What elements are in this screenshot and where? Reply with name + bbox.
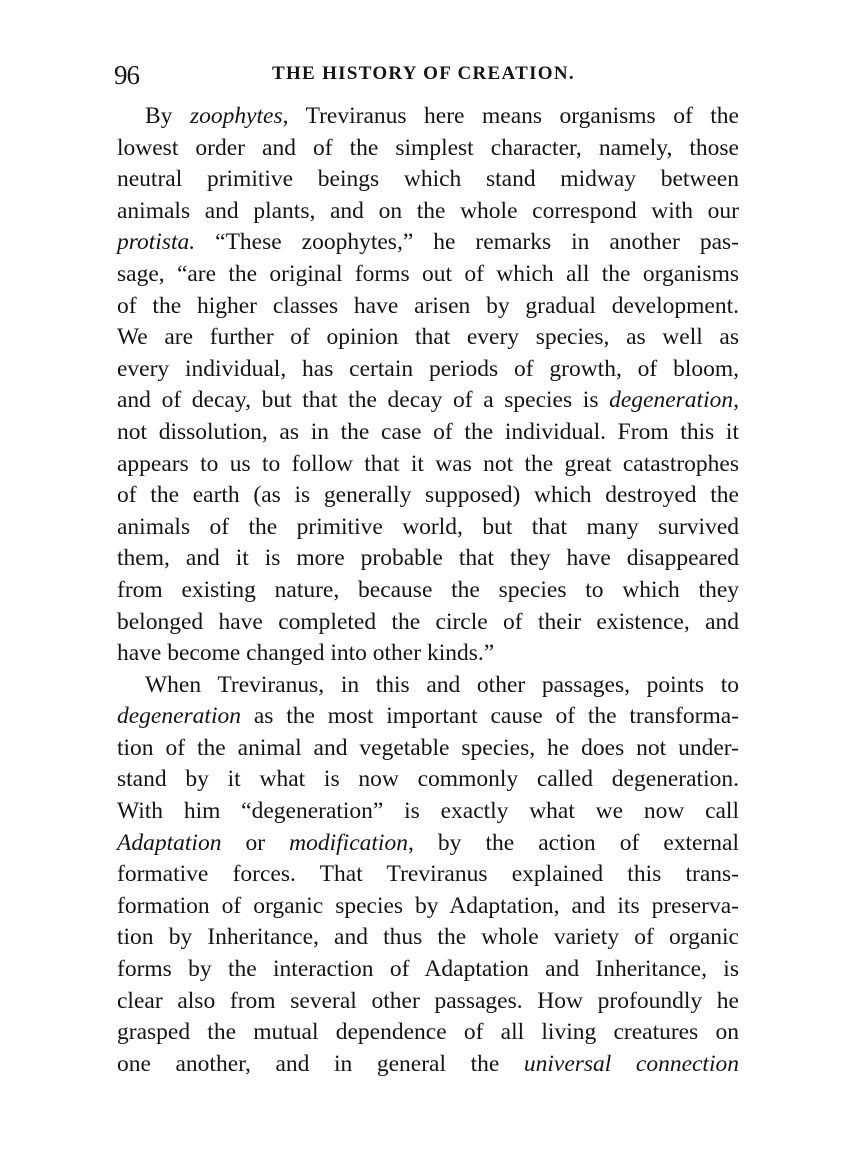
text-run: forms by the interaction of Adaptation and Inheritance, is bbox=[117, 956, 739, 983]
text-run: tion of the animal and vegetable species, he does not under- bbox=[117, 734, 739, 761]
text-line bbox=[117, 227, 739, 259]
text-line bbox=[117, 701, 739, 733]
text-line bbox=[117, 922, 739, 954]
text-line bbox=[117, 986, 739, 1018]
text-line bbox=[117, 764, 739, 796]
text-line bbox=[117, 196, 739, 228]
text-line bbox=[117, 101, 739, 133]
text-line bbox=[117, 607, 739, 639]
text-line bbox=[117, 322, 739, 354]
text-run: By bbox=[145, 103, 190, 129]
text-line bbox=[117, 259, 739, 291]
text-run: tion by Inheritance, and thus the whole variety of organic bbox=[117, 924, 739, 951]
text-run: not dissolution, as in the case of the individual. From this it bbox=[117, 418, 739, 445]
italic-text: zoophytes, bbox=[189, 103, 289, 129]
italic-text: Adaptation bbox=[117, 829, 222, 856]
text-line bbox=[117, 670, 739, 702]
text-run: formative forces. That Treviranus explained this trans- bbox=[117, 861, 739, 888]
text-line bbox=[117, 385, 739, 417]
text-run: or bbox=[221, 829, 290, 856]
text-run: When Treviranus, in this and other passages, points to bbox=[145, 671, 739, 698]
italic-text: protista. bbox=[117, 229, 196, 256]
running-title: THE HISTORY OF CREATION. bbox=[272, 63, 575, 84]
text-run: appears to us to follow that it was not the great catastrophes bbox=[117, 450, 739, 477]
italic-text: degeneration, bbox=[609, 387, 739, 414]
text-line bbox=[117, 828, 739, 860]
paragraph bbox=[117, 670, 739, 1081]
book-page bbox=[114, 52, 739, 1080]
text-run: We are further of opinion that every species, as well as bbox=[117, 324, 739, 351]
text-line bbox=[117, 512, 739, 544]
text-line bbox=[117, 133, 739, 165]
text-line bbox=[117, 575, 739, 607]
text-line bbox=[117, 543, 739, 575]
text-run: have become changed into other kinds.” bbox=[117, 640, 495, 667]
text-run: animals and plants, and on the whole correspond with our bbox=[117, 197, 739, 224]
page-number: 96 bbox=[114, 60, 139, 90]
text-run: of the higher classes have arisen by gradual development. bbox=[117, 292, 739, 319]
text-line bbox=[117, 954, 739, 986]
body-text bbox=[117, 101, 739, 1080]
text-run: as the most important cause of the transforma- bbox=[241, 703, 739, 730]
text-run: every individual, has certain periods of growth, of bloom, bbox=[117, 355, 739, 382]
italic-text: universal connection bbox=[523, 1050, 739, 1077]
text-run: of the earth (as is generally supposed) which destroyed the bbox=[117, 482, 739, 509]
text-run: clear also from several other passages. How profoundly he bbox=[117, 987, 739, 1014]
paragraph bbox=[117, 101, 739, 670]
text-run: animals of the primitive world, but that many survived bbox=[117, 513, 739, 540]
text-run: With him “degeneration” is exactly what we now call bbox=[117, 798, 739, 825]
text-run: lowest order and of the simplest character, namely, those bbox=[117, 134, 739, 161]
text-line bbox=[117, 449, 739, 481]
text-line bbox=[117, 164, 739, 196]
text-line bbox=[117, 1049, 739, 1081]
text-run: Treviranus here means organisms of the bbox=[288, 103, 739, 129]
text-run: them, and it is more probable that they have disappeared bbox=[117, 545, 739, 572]
text-line bbox=[117, 859, 739, 891]
italic-text: degeneration bbox=[117, 703, 241, 730]
text-run: formation of organic species by Adaptation, and its preserva- bbox=[117, 892, 739, 919]
running-head bbox=[114, 52, 739, 92]
text-line bbox=[117, 354, 739, 386]
text-line bbox=[117, 480, 739, 512]
text-run: and of decay, but that the decay of a species is bbox=[117, 387, 610, 414]
text-run: belonged have completed the circle of their existence, and bbox=[117, 608, 739, 635]
text-line bbox=[117, 417, 739, 449]
text-line bbox=[117, 291, 739, 323]
text-run: sage, “are the original forms out of which all the organisms bbox=[117, 260, 739, 287]
text-line bbox=[117, 796, 739, 828]
text-run: from existing nature, because the species to which they bbox=[117, 576, 739, 603]
text-run: “These zoophytes,” he remarks in another pas- bbox=[195, 229, 739, 256]
text-line bbox=[117, 733, 739, 765]
text-line bbox=[117, 1017, 739, 1049]
text-run: by the action of external bbox=[413, 829, 739, 856]
text-run: stand by it what is now commonly called degeneration. bbox=[117, 766, 739, 793]
italic-text: modification, bbox=[289, 829, 414, 856]
text-line bbox=[117, 891, 739, 923]
text-run: neutral primitive beings which stand midway between bbox=[117, 166, 739, 193]
text-line bbox=[117, 638, 739, 670]
text-run: one another, and in general the bbox=[117, 1050, 524, 1077]
text-run: grasped the mutual dependence of all living creatures on bbox=[117, 1019, 739, 1046]
